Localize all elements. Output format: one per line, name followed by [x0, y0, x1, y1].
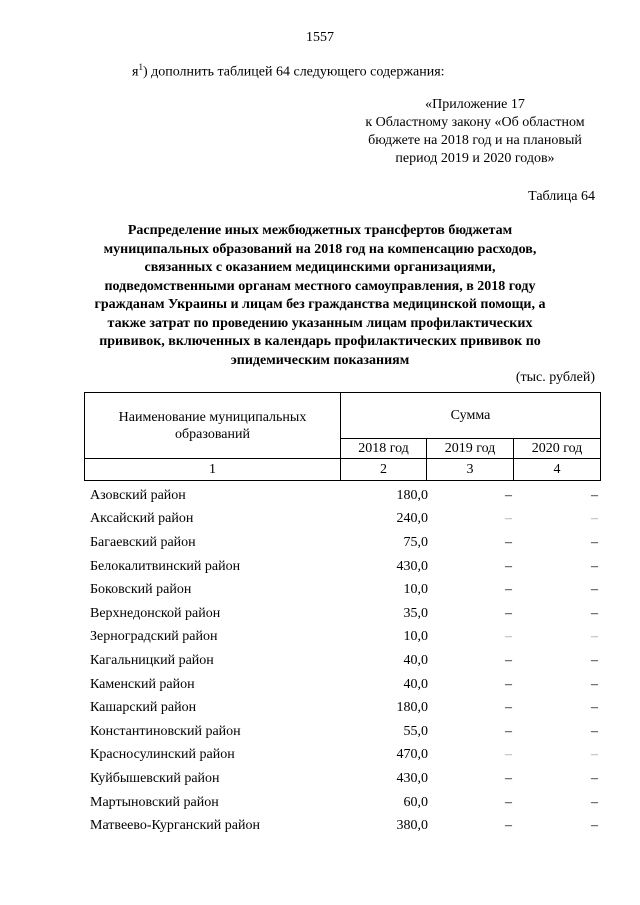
appendix-reference [330, 96, 620, 168]
row-value-2020: – [590, 487, 598, 503]
row-value-2020: – [590, 558, 598, 574]
table-row [84, 673, 600, 697]
table-row [84, 555, 600, 579]
row-value-2019: – [504, 652, 512, 668]
appendix-line-2: к Областному закону «Об областном [365, 115, 585, 130]
row-name: Константиновский район [90, 723, 241, 739]
row-name: Каменский район [90, 676, 195, 692]
amendment-superscript: 1 [138, 62, 143, 72]
table-row [84, 791, 600, 815]
row-value-2019: – [504, 487, 512, 503]
table-row [84, 484, 600, 508]
row-value-2020: – [590, 605, 598, 621]
row-name: Белокалитвинский район [90, 558, 241, 574]
row-value-2020: – [590, 534, 598, 550]
title-line-7: прививок, включенных в календарь профилактических прививок по [99, 334, 541, 349]
header-number-1: 1 [85, 459, 341, 481]
row-name: Кашарский район [90, 700, 197, 716]
row-value-2018: 180,0 [396, 487, 428, 503]
row-value-2020: – [590, 582, 598, 598]
row-value-2020: – [590, 652, 598, 668]
table-label: Таблица 64 [528, 189, 595, 204]
row-value-2018: 180,0 [396, 700, 428, 716]
row-value-2018: 470,0 [396, 747, 428, 763]
row-value-2019: – [504, 770, 512, 786]
row-value-2019: – [504, 534, 512, 550]
table-row [84, 508, 600, 532]
table-body [84, 484, 600, 838]
row-value-2019: – [504, 794, 512, 810]
table-row [84, 720, 600, 744]
row-value-2018: 75,0 [403, 534, 428, 550]
table-row [84, 626, 600, 650]
header-number-3: 3 [427, 459, 514, 481]
table-row [84, 649, 600, 673]
row-value-2020: – [590, 818, 598, 834]
table-row [84, 531, 600, 555]
row-value-2018: 430,0 [396, 558, 428, 574]
row-value-2019: – [504, 747, 512, 763]
title-line-2: муниципальных образований на 2018 год на компенсацию расходов, [103, 241, 537, 257]
title-line-6: также затрат по проведению указанным лицам профилактических [107, 315, 533, 331]
row-value-2019: – [504, 700, 512, 716]
row-value-2018: 55,0 [403, 723, 428, 739]
row-value-2020: – [590, 676, 598, 692]
row-value-2018: 10,0 [403, 582, 428, 598]
header-year-2020: 2020 год [514, 439, 601, 459]
row-value-2018: 40,0 [403, 676, 428, 692]
title-line-4: подведомственными органам местного самоуправления, в 2018 году [104, 278, 536, 294]
table-header [84, 392, 601, 481]
row-name: Багаевский район [90, 534, 196, 550]
row-value-2020: – [590, 700, 598, 716]
header-name-column: Наименование муниципальных образований [85, 393, 341, 459]
appendix-line-3: бюджете на 2018 год и на плановый [368, 133, 582, 148]
document-title [90, 222, 550, 370]
row-name: Зерноградский район [90, 629, 218, 645]
row-value-2020: – [590, 770, 598, 786]
row-value-2020: – [590, 511, 598, 527]
row-name: Азовский район [90, 487, 186, 503]
appendix-line-4: период 2019 и 2020 годов» [395, 151, 555, 166]
row-value-2020: – [590, 629, 598, 645]
table-row [84, 767, 600, 791]
title-line-5: гражданам Украины и лицам без гражданства медицинской помощи, а [94, 297, 546, 312]
amendment-prefix: я [132, 64, 139, 80]
row-value-2019: – [504, 723, 512, 739]
row-value-2019: – [504, 582, 512, 598]
table-row [84, 744, 600, 768]
appendix-line-1: «Приложение 17 [425, 97, 525, 112]
table-row [84, 578, 600, 602]
amendment-text [132, 62, 445, 81]
row-value-2019: – [504, 511, 512, 527]
row-name: Куйбышевский район [90, 770, 220, 786]
row-name: Мартыновский район [90, 794, 219, 810]
header-sum-column: Сумма [341, 393, 601, 439]
row-value-2018: 10,0 [403, 629, 428, 645]
row-value-2018: 40,0 [403, 652, 428, 668]
title-line-3: связанных с оказанием медицинскими организациями, [144, 260, 496, 275]
row-value-2020: – [590, 794, 598, 810]
row-name: Боковский район [90, 582, 192, 598]
row-name: Красносулинский район [90, 747, 235, 763]
row-name: Матвеево-Курганский район [90, 818, 260, 834]
row-value-2018: 240,0 [396, 511, 428, 527]
row-value-2018: 430,0 [396, 770, 428, 786]
table-row [84, 696, 600, 720]
header-year-2019: 2019 год [427, 439, 514, 459]
title-line-8: эпидемическим показаниям [230, 352, 410, 368]
row-name: Кагальницкий район [90, 652, 214, 668]
header-year-2018: 2018 год [341, 439, 427, 459]
row-name: Аксайский район [90, 511, 194, 527]
row-value-2019: – [504, 818, 512, 834]
row-value-2018: 60,0 [403, 794, 428, 810]
row-name: Верхнедонской район [90, 605, 221, 621]
title-line-1: Распределение иных межбюджетных трансфертов бюджетам [127, 223, 513, 238]
table-row [84, 602, 600, 626]
table-row [84, 814, 600, 838]
units-label: (тыс. рублей) [515, 370, 595, 385]
row-value-2020: – [590, 747, 598, 763]
page-number: 1557 [306, 30, 334, 45]
row-value-2019: – [504, 558, 512, 574]
row-value-2018: 35,0 [403, 605, 428, 621]
header-number-2: 2 [341, 459, 427, 481]
row-value-2019: – [504, 605, 512, 621]
row-value-2018: 380,0 [396, 818, 428, 834]
amendment-body: ) дополнить таблицей 64 следующего содержания: [142, 64, 445, 80]
row-value-2019: – [504, 676, 512, 692]
header-number-4: 4 [514, 459, 601, 481]
row-value-2019: – [504, 629, 512, 645]
row-value-2020: – [590, 723, 598, 739]
